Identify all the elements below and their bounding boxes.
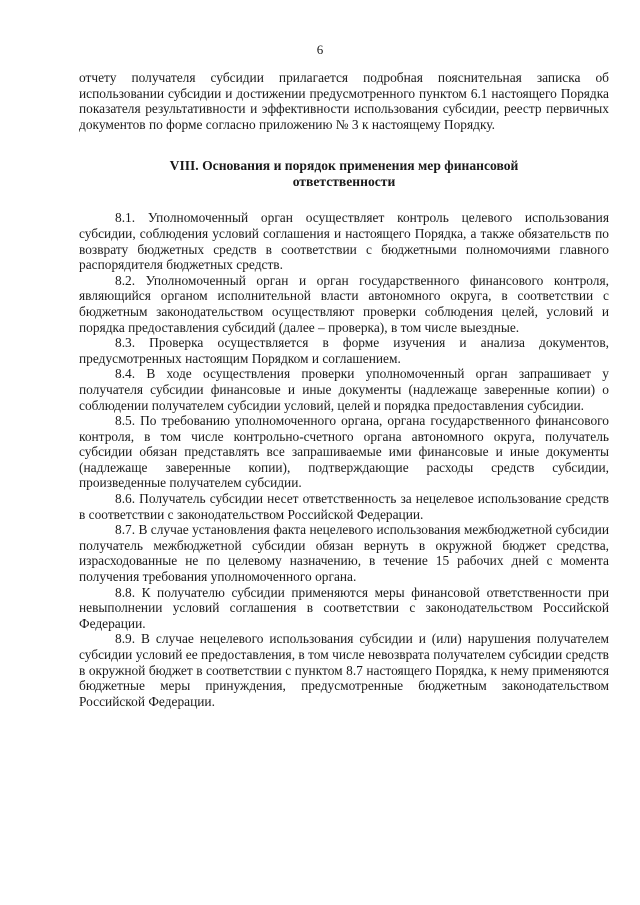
section-heading bbox=[79, 158, 609, 190]
paragraph-8-4: 8.4. В ходе осуществления проверки уполномоченный орган запрашивает у получателя субсидии финансовые и иные документы (надлежаще заверенные копии) о соблюдении получателем субсидии условий, целей и порядка предоставления субсидии. bbox=[79, 366, 609, 413]
document-body bbox=[79, 70, 609, 709]
paragraph-8-2: 8.2. Уполномоченный орган и орган государственного финансового контроля, являющийся органом исполнительной власти автономного округа, в соответствии с бюджетным законодательством осуществляют проверки соблюдения целей, условий и порядка предоставления субсидий (далее – проверка), в том числе выездные. bbox=[79, 272, 609, 335]
paragraph-8-9: 8.9. В случае нецелевого использования субсидии и (или) нарушения получателем субсидии условий ее предоставления, в том числе невозврата получателем субсидии средств в окружной бюджет в соответствии с пунктом 8.7 настоящего Порядка, к нему применяются бюджетные меры принуждения, предусмотренные бюджетным законодательством Российской Федерации. bbox=[79, 631, 609, 709]
paragraph-8-1: 8.1. Уполномоченный орган осуществляет контроль целевого использования субсидии, соблюдения условий соглашения и настоящего Порядка, а также обязательств по возврату бюджетных средств в соответствии с бюджетными полномочиями главного распорядителя бюджетных средств. bbox=[79, 210, 609, 273]
paragraph-8-5: 8.5. По требованию уполномоченного органа, органа государственного финансового контроля, в том числе контрольно-счетного органа автономного округа, получатель субсидии обязан представлять все запрашиваемые ими финансовые и иные документы (надлежаще заверенные копии), подтверждающие расходы средств субсидии, произведенные получателем субсидии. bbox=[79, 413, 609, 491]
page-number: 6 bbox=[316, 42, 324, 57]
paragraph-8-6: 8.6. Получатель субсидии несет ответственность за нецелевое использование средств в соответствии с законодательством Российской Федерации. bbox=[79, 491, 609, 522]
intro-paragraph: отчету получателя субсидии прилагается подробная пояснительная записка об использовании субсидии и достижении предусмотренного пунктом 6.1 настоящего Порядка показателя результативности и эффективности использования субсидии, реестр первичных документов по форме согласно приложению № 3 к настоящему Порядку. bbox=[79, 70, 609, 132]
paragraph-8-3: 8.3. Проверка осуществляется в форме изучения и анализа документов, предусмотренных настоящим Порядком и соглашением. bbox=[79, 335, 609, 366]
paragraph-8-8: 8.8. К получателю субсидии применяются меры финансовой ответственности при невыполнении условий соглашения в соответствии с законодательством Российской Федерации. bbox=[79, 584, 609, 631]
section-heading-line-2: ответственности bbox=[292, 174, 396, 190]
section-heading-line-1: VIII. Основания и порядок применения мер финансовой bbox=[169, 158, 519, 174]
paragraph-8-7: 8.7. В случае установления факта нецелевого использования межбюджетной субсидии получатель межбюджетной субсидии обязан вернуть в окружной бюджет средства, израсходованные не по целевому назначению, в течение 15 рабочих дней с момента получения требования уполномоченного органа. bbox=[79, 522, 609, 585]
